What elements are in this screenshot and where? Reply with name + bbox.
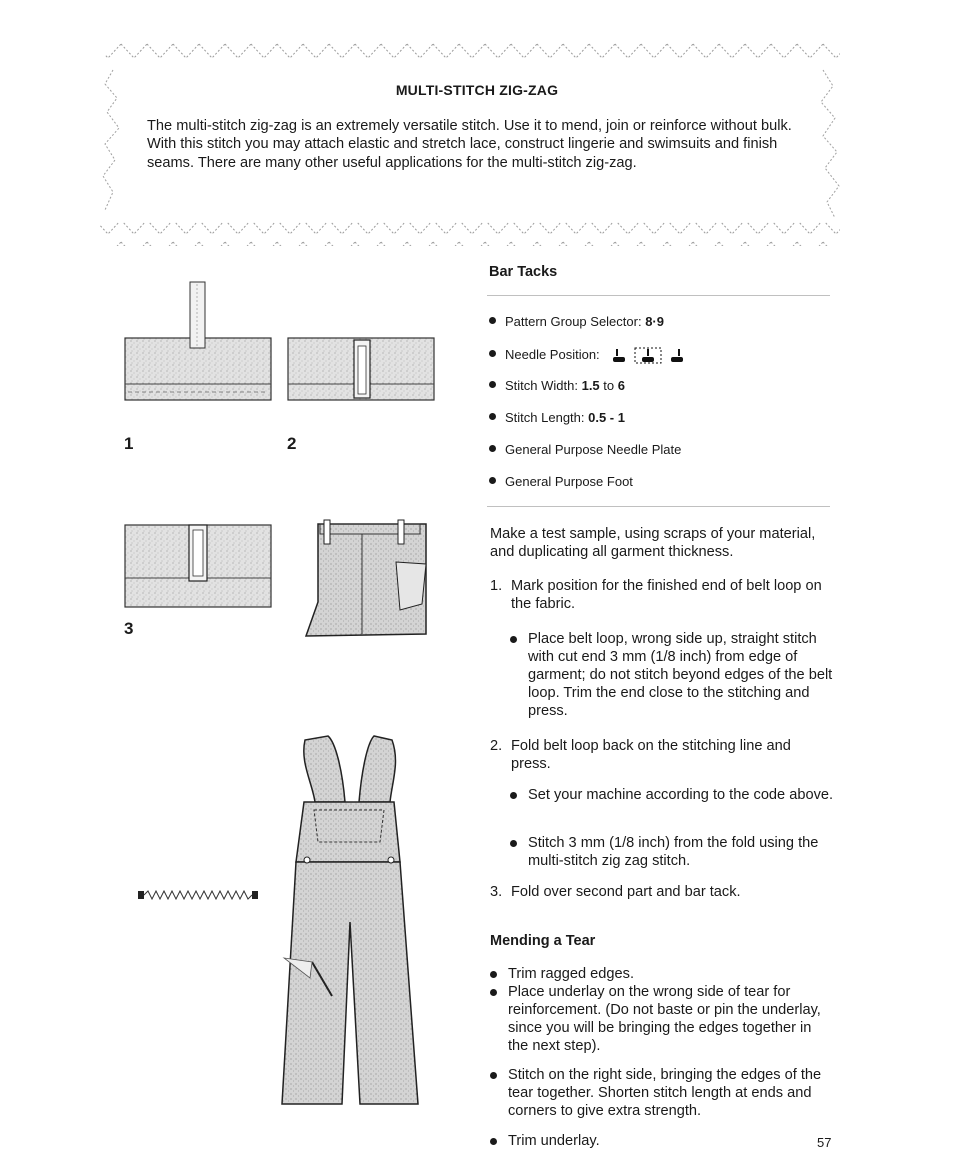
bullet-icon <box>490 1072 497 1079</box>
spec-label: Pattern Group Selector: <box>505 314 642 329</box>
mending-bullet-2 <box>490 983 834 1055</box>
bullet-text: Set your machine according to the code above. <box>528 787 834 803</box>
mending-bullet-3 <box>490 1066 834 1120</box>
section-title: MULTI-STITCH ZIG-ZAG <box>395 82 559 98</box>
spec-pattern-group <box>489 314 664 330</box>
bullet-icon <box>489 317 496 324</box>
spec-label: General Purpose Needle Plate <box>505 442 682 457</box>
spec-label: Stitch Width: <box>505 378 578 393</box>
bullet-icon <box>489 381 496 388</box>
bullet-icon <box>510 792 517 799</box>
figure-number-1: 1 <box>124 434 134 453</box>
figure-1-illustration <box>125 282 271 400</box>
bullet-text: Place belt loop, wrong side up, straight stitch with cut end 3 mm (1/8 inch) from edge of garment; do not stitch beyond edges of the belt loop. Trim the end close to the stitching and press. <box>528 631 833 719</box>
mending-bullet-1 <box>490 965 834 983</box>
spec-foot <box>489 474 633 490</box>
overalls-illustration <box>282 736 418 1104</box>
divider <box>487 295 830 296</box>
bullet-icon <box>489 477 496 484</box>
bullet-text: Trim ragged edges. <box>508 966 634 982</box>
spec-value: 0.5 - 1 <box>588 410 625 425</box>
step-3-number: 3. <box>490 884 503 900</box>
step-2-number: 2. <box>490 738 503 754</box>
bullet-icon <box>489 413 496 420</box>
intro-paragraph: The multi-stitch zig-zag is an extremely versatile stitch. Use it to mend, join or reinforce without bulk. With this stitch you may attach elastic and stretch lace, construct lingerie and swimsuits and finish seams. There are many other useful applications for the multi-stitch zig-zag. <box>147 118 792 171</box>
spec-connector: to <box>603 378 615 393</box>
spec-value: 8·9 <box>645 314 664 329</box>
bullet-icon <box>510 840 517 847</box>
bullet-icon <box>510 636 517 643</box>
bar-tacks-heading: Bar Tacks <box>489 264 558 280</box>
step-1-bullet <box>510 630 834 720</box>
figure-2-illustration <box>288 338 434 400</box>
figure-number-2: 2 <box>287 434 297 453</box>
spec-needle-plate <box>489 442 681 458</box>
needle-position-icon <box>611 346 687 364</box>
jeans-illustration <box>306 520 426 636</box>
bullet-text: Stitch on the right side, bringing the edges of the tear together. Shorten stitch length at ends and corners to give extra strength. <box>508 1067 822 1119</box>
zigzag-stitch-sample <box>138 891 258 899</box>
bullet-text: Trim underlay. <box>508 1133 600 1149</box>
step-2-bullet-2 <box>510 834 834 870</box>
spec-stitch-width <box>489 378 625 394</box>
mending-heading: Mending a Tear <box>490 933 596 949</box>
spec-value: 1.5 <box>581 378 600 393</box>
spec-stitch-length <box>489 410 625 426</box>
bullet-icon <box>489 445 496 452</box>
illustrations <box>100 262 450 1132</box>
step-2-bullet-1 <box>510 786 834 804</box>
divider <box>487 506 830 507</box>
spec-needle-position <box>489 346 687 364</box>
bullet-text: Place underlay on the wrong side of tear for reinforcement. (Do not baste or pin the underlay, since you will be bringing the edges together in the next step). <box>508 984 821 1054</box>
figure-number-3: 3 <box>124 619 134 638</box>
step-2-text: Fold belt loop back on the stitching line and press. <box>511 738 791 772</box>
step-3-text: Fold over second part and bar tack. <box>511 884 741 900</box>
page-number: 57 <box>817 1135 832 1150</box>
bullet-icon <box>490 989 497 996</box>
bullet-icon <box>490 971 497 978</box>
step-1-text: Mark position for the finished end of belt loop on the fabric. <box>511 578 822 612</box>
test-sample-paragraph: Make a test sample, using scraps of your material, and duplicating all garment thickness. <box>490 526 816 560</box>
spec-value: 6 <box>617 378 625 393</box>
spec-label: Stitch Length: <box>505 410 585 425</box>
bullet-icon <box>490 1138 497 1145</box>
bullet-icon <box>489 350 496 357</box>
step-1-number: 1. <box>490 578 503 594</box>
bullet-text: Stitch 3 mm (1/8 inch) from the fold using the multi-stitch zig zag stitch. <box>528 835 819 869</box>
figure-3-illustration <box>125 525 271 607</box>
mending-bullet-4 <box>490 1132 790 1150</box>
spec-label: General Purpose Foot <box>505 474 633 489</box>
spec-label: Needle Position: <box>505 347 600 362</box>
